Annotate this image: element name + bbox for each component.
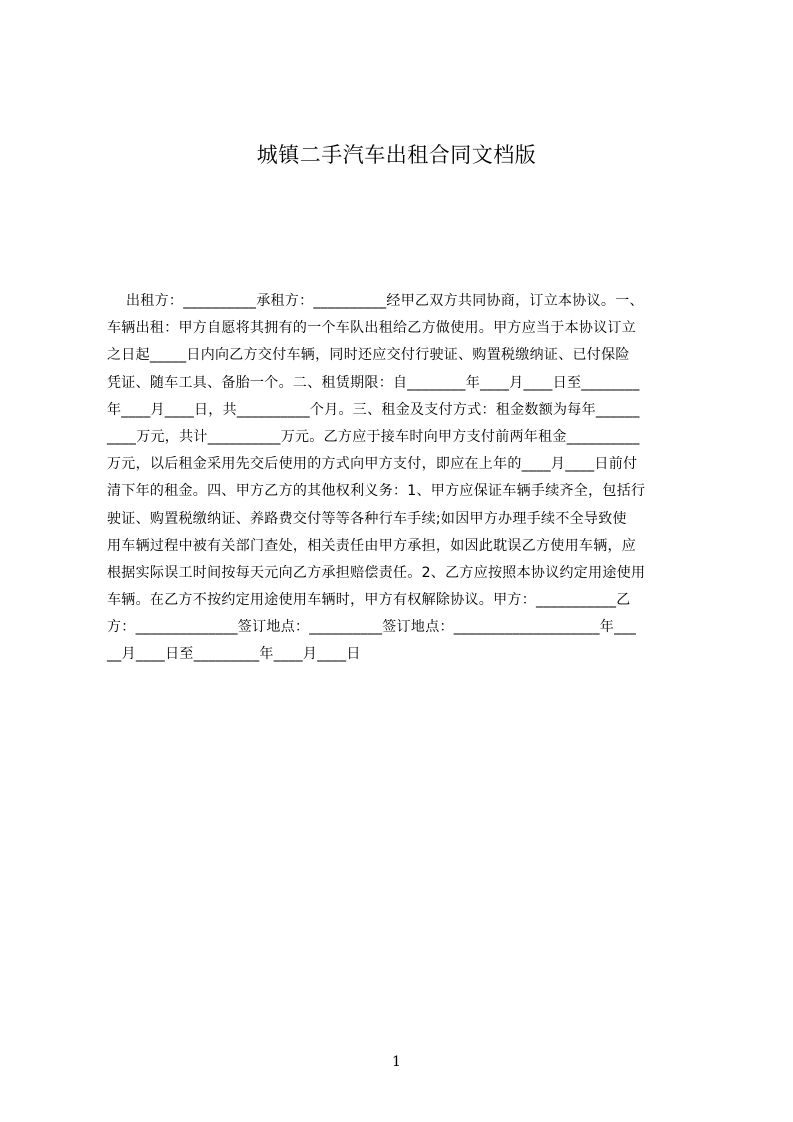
- body-line: ____万元，共计__________万元。乙方应于接车时向甲方支付前两年租金__________: [107, 428, 640, 445]
- body-line: 车辆。在乙方不按约定用途使用车辆时，甲方有权解除协议。甲方：___________乙: [107, 592, 631, 609]
- contract-body: [107, 288, 793, 669]
- body-line: 万元，以后租金采用先交后使用的方式向甲方支付，即应在上年的____月____日前付: [107, 456, 638, 473]
- body-line: 驶证、购置税缴纳证、养路费交付等等各种行车手续;如因甲方办理手续不全导致使: [107, 510, 627, 527]
- body-line: 出租方：__________承租方：__________经甲乙双方共同协商，订立本协议。一、: [107, 293, 644, 309]
- body-line: 清下年的租金。四、甲方乙方的其他权利义务：1、甲方应保证车辆手续齐全，包括行: [107, 483, 646, 500]
- page-number: 1: [392, 1054, 401, 1070]
- body-line: 方：______________签订地点：__________签订地点：____________________年___: [107, 619, 636, 636]
- document-title: 城镇二手汽车出租合同文档版: [256, 143, 537, 167]
- body-line: __月____日至_________年____月____日: [107, 646, 361, 663]
- body-line: 年____月____日，共__________个月。三、租金及支付方式：租金数额为每年______: [107, 401, 640, 418]
- body-line: 根据实际误工时间按每天元向乙方承担赔偿责任。2、乙方应按照本协议约定用途使用: [107, 564, 646, 581]
- body-line: 用车辆过程中被有关部门查处，相关责任由甲方承担，如因此耽误乙方使用车辆，应: [107, 537, 637, 554]
- body-line: 之日起_____日内向乙方交付车辆，同时还应交付行驶证、购置税缴纳证、已付保险: [107, 347, 630, 364]
- body-line: 车辆出租：甲方自愿将其拥有的一个车队出租给乙方做使用。甲方应当于本协议订立: [107, 320, 637, 337]
- body-line: 凭证、随车工具、备胎一个。二、租赁期限：自________年____月____日至________: [107, 374, 640, 391]
